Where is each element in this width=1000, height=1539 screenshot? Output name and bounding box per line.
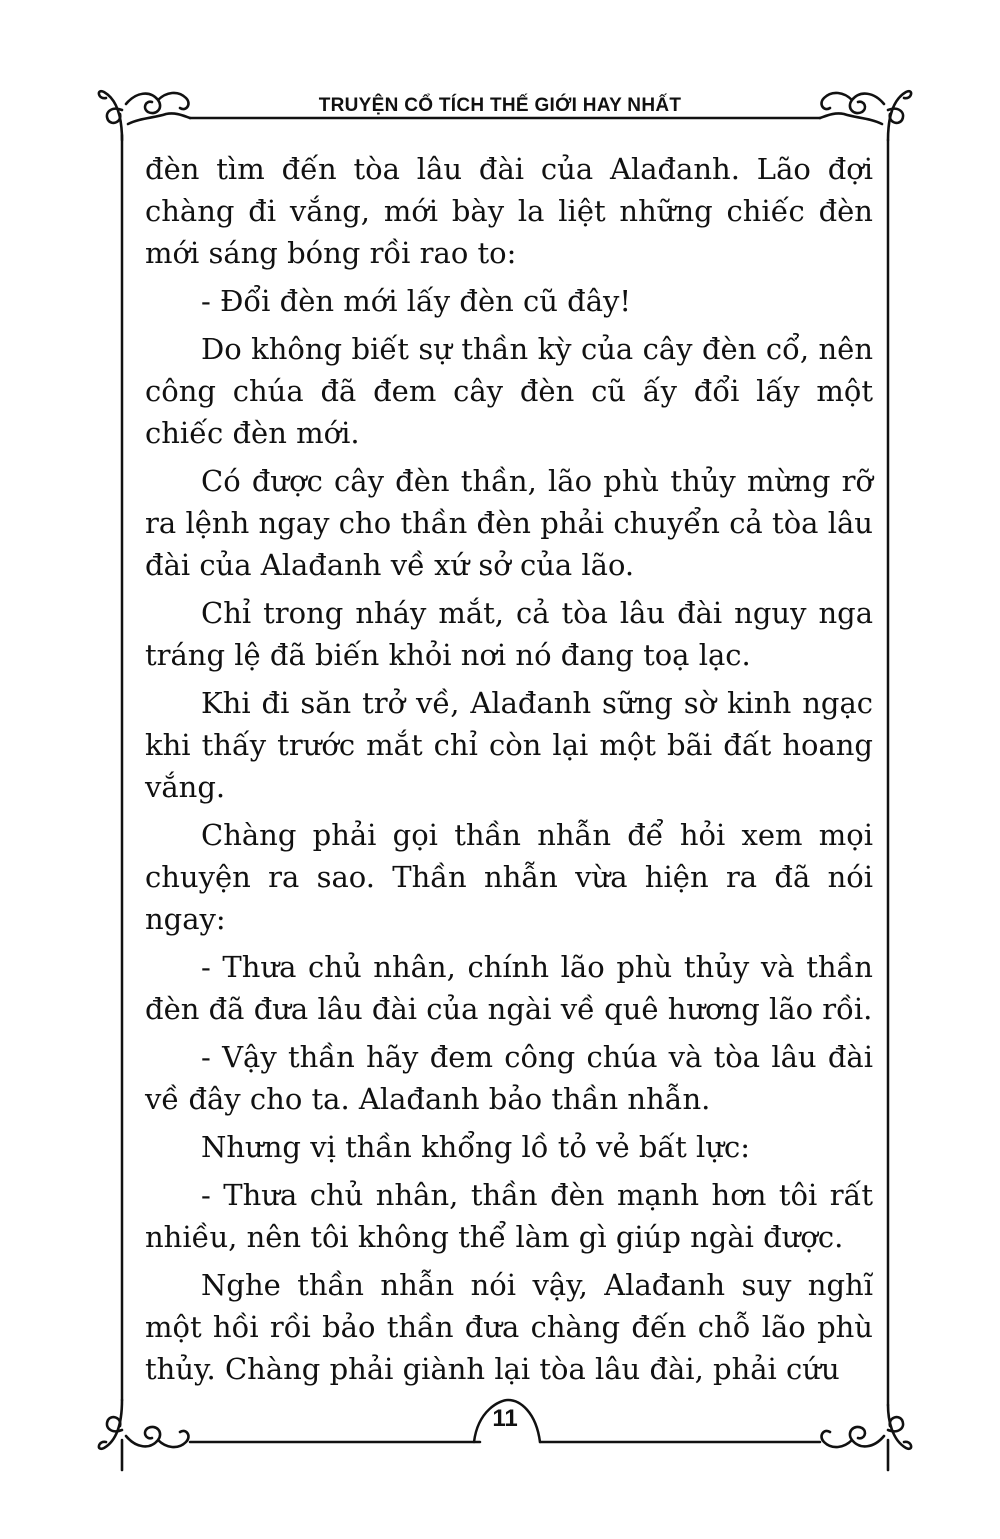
paragraph: - Thưa chủ nhân, chính lão phù thủy và thần đèn đã đưa lâu đài của ngài về quê hương lão rồi. [145,950,873,1026]
page-body [145,148,873,1396]
page-number: 11 [492,1405,518,1432]
paragraph: Nghe thần nhẫn nói vậy, Alađanh suy nghĩ một hồi rồi bảo thần đưa chàng đến chỗ lão phù thủy. Chàng phải giành lại tòa lâu đài, phải cứu [145,1268,873,1386]
paragraph: Có được cây đèn thần, lão phù thủy mừng rỡ ra lệnh ngay cho thần đèn phải chuyển cả tòa lâu đài của Alađanh về xứ sở của lão. [145,464,873,582]
running-header [0,95,1000,117]
paragraph: - Vậy thần hãy đem công chúa và tòa lâu đài về đây cho ta. Alađanh bảo thần nhẫn. [145,1040,873,1116]
ornament-bottom-left-icon [99,1400,189,1470]
paragraph: Chỉ trong nháy mắt, cả tòa lâu đài nguy nga tráng lệ đã biến khỏi nơi nó đang toạ lạc. [145,596,873,672]
paragraph: Nhưng vị thần khổng lồ tỏ vẻ bất lực: [201,1130,751,1164]
paragraph: đèn tìm đến tòa lâu đài của Alađanh. Lão đợi chàng đi vắng, mới bày la liệt những chiếc đèn mới sáng bóng rồi rao to: [145,152,873,270]
paragraph: Chàng phải gọi thần nhẫn để hỏi xem mọi chuyện ra sao. Thần nhẫn vừa hiện ra đã nói ngay: [145,818,873,936]
running-header-title: TRUYỆN CỔ TÍCH THẾ GIỚI HAY NHẤT [311,95,690,116]
paragraph: Khi đi săn trở về, Alađanh sững sờ kinh ngạc khi thấy trước mắt chỉ còn lại một bãi đất hoang vắng. [145,686,873,804]
ornament-bottom-right-icon [822,1405,912,1470]
paragraph: - Đổi đèn mới lấy đèn cũ đây! [201,284,632,318]
paragraph: Do không biết sự thần kỳ của cây đèn cổ, nên công chúa đã đem cây đèn cũ ấy đổi lấy một chiếc đèn mới. [145,332,873,450]
paragraph: - Thưa chủ nhân, thần đèn mạnh hơn tôi rất nhiều, nên tôi không thể làm gì giúp ngài được. [145,1178,873,1254]
